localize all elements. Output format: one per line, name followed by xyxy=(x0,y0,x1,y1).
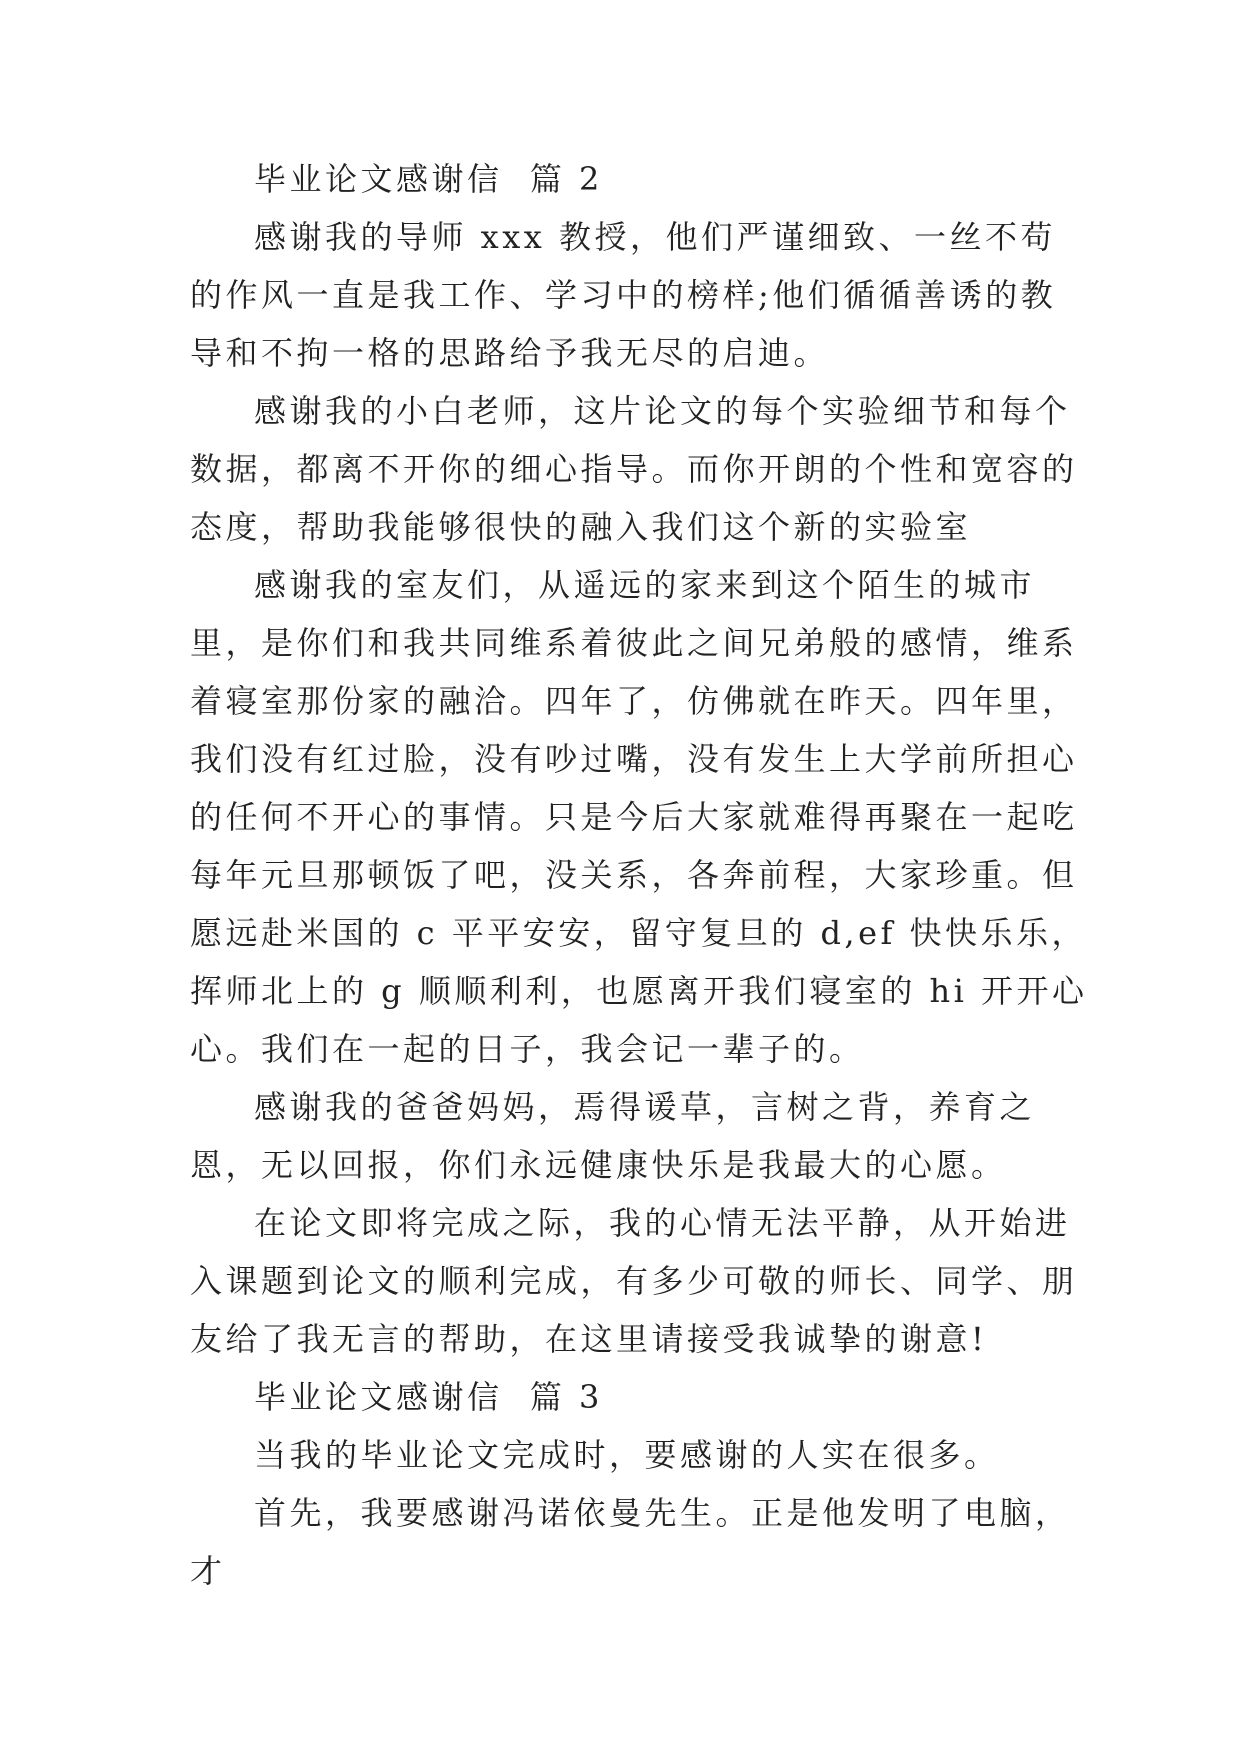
paragraph-thanks-von-neumann: 首先，我要感谢冯诺依曼先生。正是他发明了电脑，才 xyxy=(190,1494,1071,1590)
paragraph-thanks-all: 在论文即将完成之际，我的心情无法平静，从开始进入课题到论文的顺利完成，有多少可敬的师长、同学、朋友给了我无言的帮助，在这里请接受我诚挚的谢意! xyxy=(190,1204,1078,1358)
paragraph-intro: 当我的毕业论文完成时，要感谢的人实在很多。 xyxy=(254,1436,1000,1474)
paragraph-thanks-roommates: 感谢我的室友们，从遥远的家来到这个陌生的城市里，是你们和我共同维系着彼此之间兄弟般的感情，维系着寝室那份家的融洽。四年了，仿佛就在昨天。四年里，我们没有红过脸，没有吵过嘴，没有发生上大学前所担心的任何不开心的事情。只是今后大家就难得再聚在一起吃每年元旦那顿饭了吧，没关系，各奔前程，大家珍重。但愿远赴米国的 c 平平安安，留守复旦的 d,ef 快快乐乐，挥师北上的 g 顺顺利利，也愿离开我们寝室的 hi 开开心心。我们在一起的日子，我会记一辈子的。 xyxy=(190,566,1088,1068)
paragraph-thanks-advisor: 感谢我的导师 xxx 教授，他们严谨细致、一丝不苟的作风一直是我工作、学习中的榜样;他们循循善诱的教导和不拘一格的思路给予我无尽的启迪。 xyxy=(190,218,1057,372)
document-body xyxy=(190,150,1090,1600)
paragraph-thanks-parents: 感谢我的爸爸妈妈，焉得谖草，言树之背，养育之恩，无以回报，你们永远健康快乐是我最大的心愿。 xyxy=(190,1088,1036,1184)
paragraph-thanks-teacher: 感谢我的小白老师，这片论文的每个实验细节和每个数据，都离不开你的细心指导。而你开朗的个性和宽容的态度，帮助我能够很快的融入我们这个新的实验室 xyxy=(190,392,1078,546)
section-heading-3: 毕业论文感谢信 篇 3 xyxy=(254,1378,603,1416)
section-heading-2: 毕业论文感谢信 篇 2 xyxy=(254,160,603,198)
